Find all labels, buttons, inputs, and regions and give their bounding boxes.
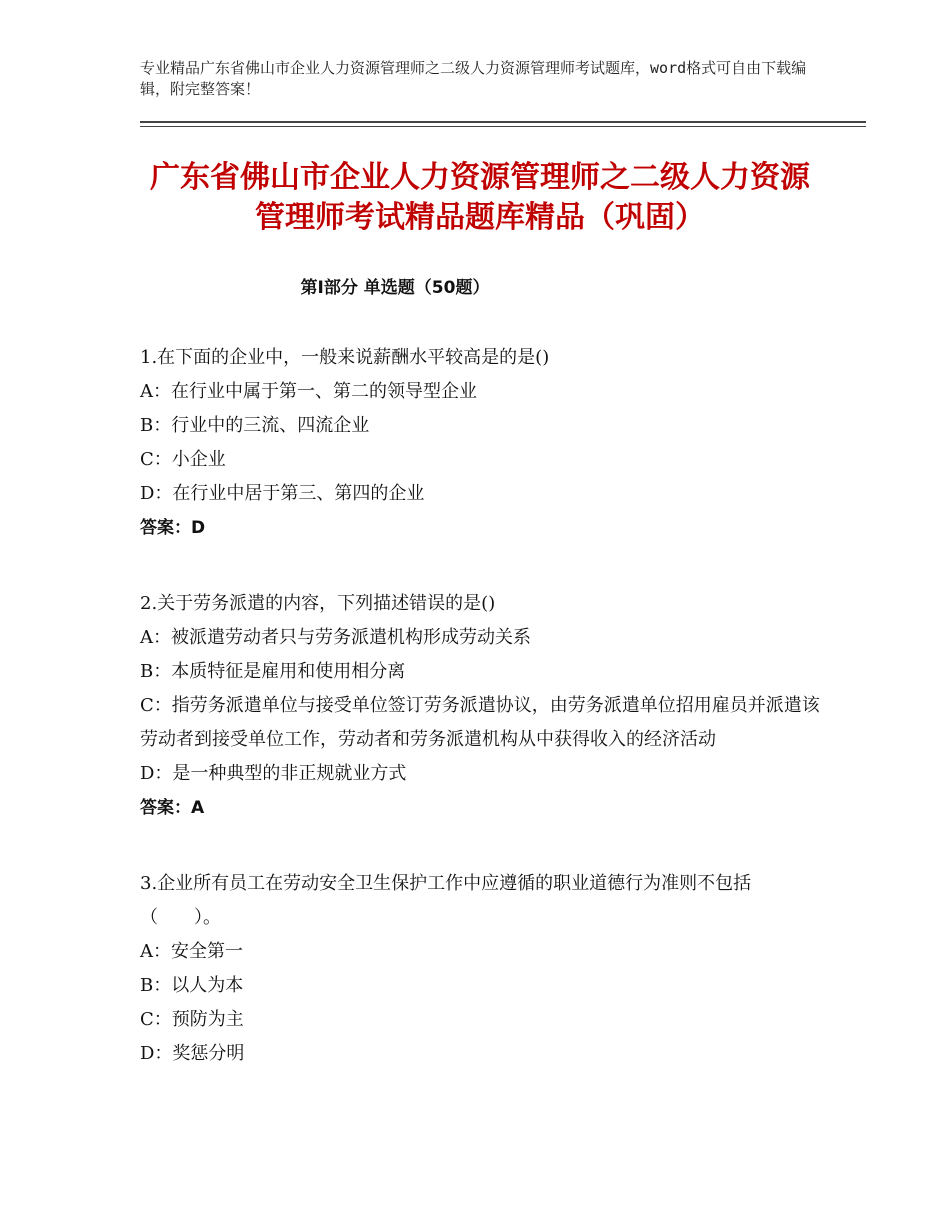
question-2: [140, 587, 820, 825]
header-rule-top: [140, 121, 866, 123]
option-b: B：本质特征是雇用和使用相分离: [140, 661, 406, 682]
question-list: [140, 341, 820, 1071]
question-1: [140, 341, 820, 545]
option-d: D：是一种典型的非正规就业方式: [140, 763, 407, 784]
header-note: 专业精品广东省佛山市企业人力资源管理师之二级人力资源管理师考试题库，word格式可自由下载编辑，附完整答案！: [140, 59, 807, 98]
option-b: B：行业中的三流、四流企业: [140, 415, 370, 436]
option-c: C：预防为主: [140, 1009, 244, 1030]
answer-label: 答案：A: [140, 798, 205, 818]
header-rule-bottom: [140, 126, 866, 127]
option-a: A：被派遣劳动者只与劳务派遣机构形成劳动关系: [140, 627, 531, 648]
option-a: A：安全第一: [140, 941, 243, 962]
section-title: 第Ⅰ部分 单选题（50题）: [300, 278, 490, 298]
question-3: [140, 867, 820, 1071]
option-d: D：在行业中居于第三、第四的企业: [140, 483, 425, 504]
option-b: B：以人为本: [140, 975, 244, 996]
option-c: C：小企业: [140, 449, 226, 470]
option-c: C：指劳务派遣单位与接受单位签订劳务派遣协议，由劳务派遣单位招用雇员并派遣该劳动者到接受单位工作，劳动者和劳务派遣机构从中获得收入的经济活动: [140, 695, 820, 750]
question-stem: 2.关于劳务派遣的内容，下列描述错误的是(): [140, 593, 496, 614]
question-stem: 3.企业所有员工在劳动安全卫生保护工作中应遵循的职业道德行为准则不包括（ ）。: [140, 873, 752, 928]
question-stem: 1.在下面的企业中，一般来说薪酬水平较高是的是(): [140, 347, 550, 368]
option-d: D：奖惩分明: [140, 1043, 245, 1064]
document-title: 广东省佛山市企业人力资源管理师之二级人力资源管理师考试精品题库精品（巩固）: [150, 160, 810, 235]
option-a: A：在行业中属于第一、第二的领导型企业: [140, 381, 477, 402]
answer-label: 答案：D: [140, 518, 206, 538]
